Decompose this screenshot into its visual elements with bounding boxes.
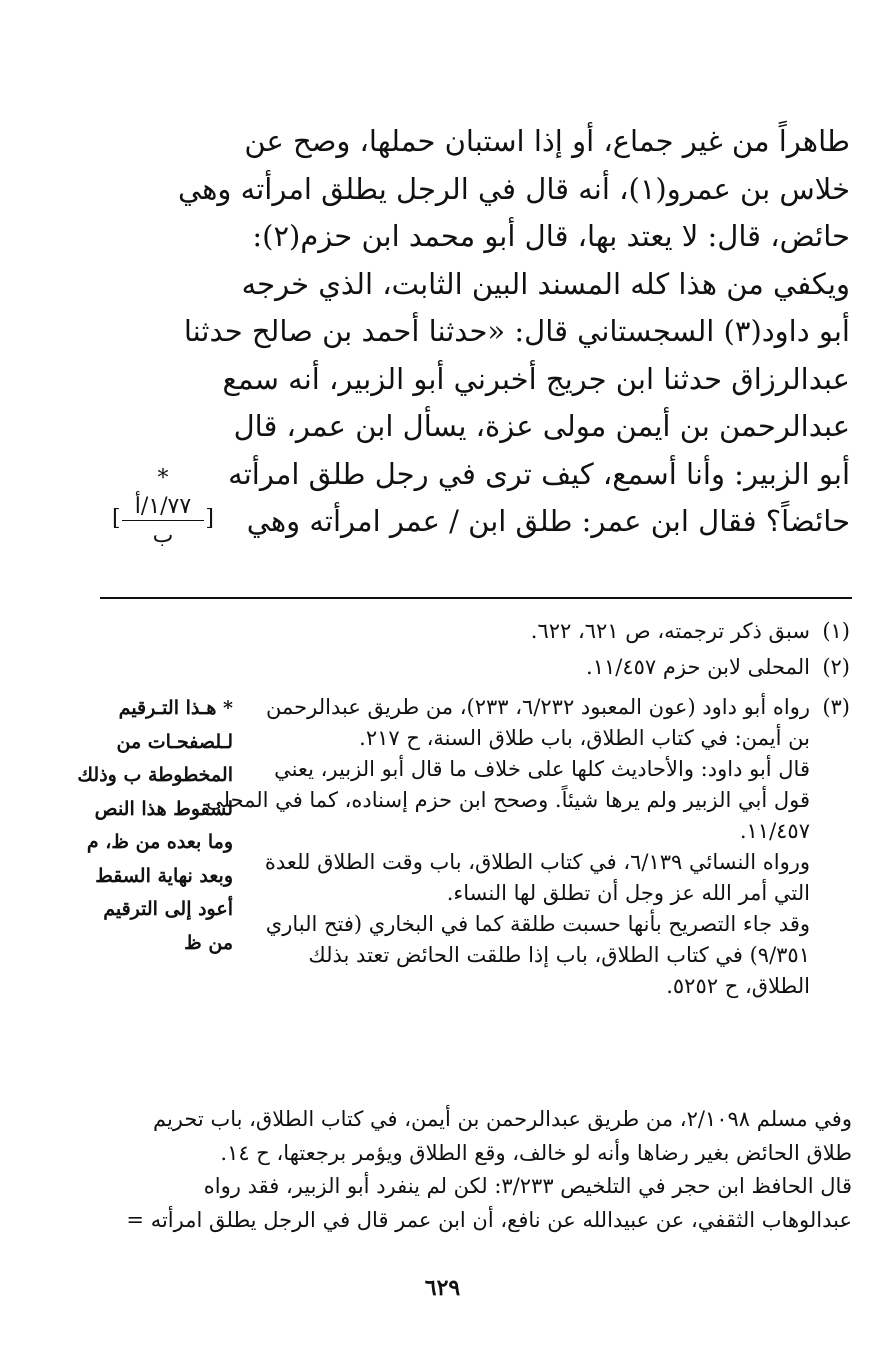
footnote-line: رواه أبو داود (عون المعبود ٦/٢٣٢، ٢٣٣)، من طريق عبدالرحمن <box>266 695 810 719</box>
main-text-line: خلاس بن عمرو(١)، أنه قال في الرجل يطلق امرأته وهي <box>177 171 850 206</box>
marker-bracket-left: [ <box>112 506 121 531</box>
continuation-line: طلاق الحائض بغير رضاها وأنه لو خالف، وقع الطلاق ويؤمر برجعتها، ح ١٤. <box>220 1140 852 1165</box>
footnote-line: بن أيمن: في كتاب الطلاق، باب طلاق السنة، ح ٢١٧. <box>359 726 810 750</box>
main-text-line: حائضاً؟ فقال ابن عمر: طلق ابن / عمر امرأته وهي <box>246 504 850 538</box>
margin-note-line: * هـذا التـرقيم <box>118 697 233 719</box>
footnote-line: الطلاق، ح ٥٢٥٢. <box>666 974 810 998</box>
main-text-line: ويكفي من هذا كله المسند البين الثابت، الذي خرجه <box>241 266 850 301</box>
main-text-line: أبو داود(٣) السجستاني قال: «حدثنا أحمد بن صالح حدثنا <box>183 314 850 348</box>
main-text-line: عبدالرحمن بن أيمن مولى عزة، يسأل ابن عمر، قال <box>233 409 850 443</box>
marker-numerator: ١/٧٧/أ <box>122 494 204 521</box>
continuation-line: عبدالوهاب الثقفي، عن عبيدالله عن نافع، أن ابن عمر قال في الرجل يطلق امرأته = <box>126 1207 852 1232</box>
margin-note-line: المخطوطة ب وذلك <box>77 764 233 786</box>
footnote-number: (٣) <box>822 695 850 719</box>
footnote-1 <box>500 616 850 647</box>
continuation-line: وفي مسلم ٢/١٠٩٨، من طريق عبدالرحمن بن أيمن، في كتاب الطلاق، باب تحريم <box>152 1107 852 1131</box>
manuscript-page-marker <box>108 466 218 550</box>
margin-note-line: لسقوط هذا النص <box>94 797 233 820</box>
footnote-number: (٢) <box>822 655 850 679</box>
marker-bracket-right: ] <box>205 506 214 531</box>
footnote-line: قول أبي الزبير ولم يرها شيئاً. وصحح ابن حزم إسناده، كما في المحلى <box>206 788 810 812</box>
footnote-line: وقد جاء التصريح بأنها حسبت طلقة كما في البخاري (فتح الباري <box>265 912 810 936</box>
margin-note-line: وبعد نهاية السقط <box>95 864 233 887</box>
footnote-separator <box>100 597 852 599</box>
footnote-continuation <box>100 1103 852 1237</box>
footnote-line: ورواه النسائي ٦/١٣٩، في كتاب الطلاق، باب وقت الطلاق للعدة <box>264 850 810 874</box>
marker-star: * <box>157 466 169 491</box>
main-text-line: حائض، قال: لا يعتد بها، قال أبو محمد ابن حزم(٢): <box>252 219 850 253</box>
page-number: ٦٢٩ <box>424 1275 461 1301</box>
footnote-line: ٩/٣٥١) في كتاب الطلاق، باب إذا طلقت الحائض تعتد بذلك <box>308 943 810 967</box>
margin-note-line: من ظ <box>184 931 233 954</box>
main-text-line: طاهراً من غير جماع، أو إذا استبان حملها، وصح عن <box>244 124 850 158</box>
footnote-line: التي أمر الله عز وجل أن تطلق لها النساء. <box>446 881 810 905</box>
main-text-block <box>177 118 850 546</box>
footnote-line: سبق ذكر ترجمته، ص ٦٢١، ٦٢٢. <box>530 619 810 643</box>
footnote-line: قال أبو داود: والأحاديث كلها على خلاف ما قال أبو الزبير، يعني <box>274 757 810 781</box>
footnote-number: (١) <box>822 619 850 643</box>
footnote-line: ١١/٤٥٧. <box>739 819 810 843</box>
main-text-line: عبدالرزاق حدثنا ابن جريج أخبرني أبو الزبير، أنه سمع <box>222 361 850 396</box>
main-text-line: أبو الزبير: وأنا أسمع، كيف ترى في رجل طلق امرأته <box>228 456 850 491</box>
margin-note-line: وما بعده من ظ، م <box>86 831 233 853</box>
continuation-line: قال الحافظ ابن حجر في التلخيص ٣/٢٣٣: لكن لم ينفرد أبو الزبير، فقد رواه <box>203 1174 852 1198</box>
footnote-line: المحلى لابن حزم ١١/٤٥٧. <box>586 655 810 679</box>
margin-note-line: لـلصفحـات من <box>116 730 233 753</box>
marker-denominator: ب <box>152 523 174 548</box>
margin-note <box>77 692 233 960</box>
margin-note-line: أعود إلى الترقيم <box>103 898 233 920</box>
footnote-2 <box>560 652 850 683</box>
